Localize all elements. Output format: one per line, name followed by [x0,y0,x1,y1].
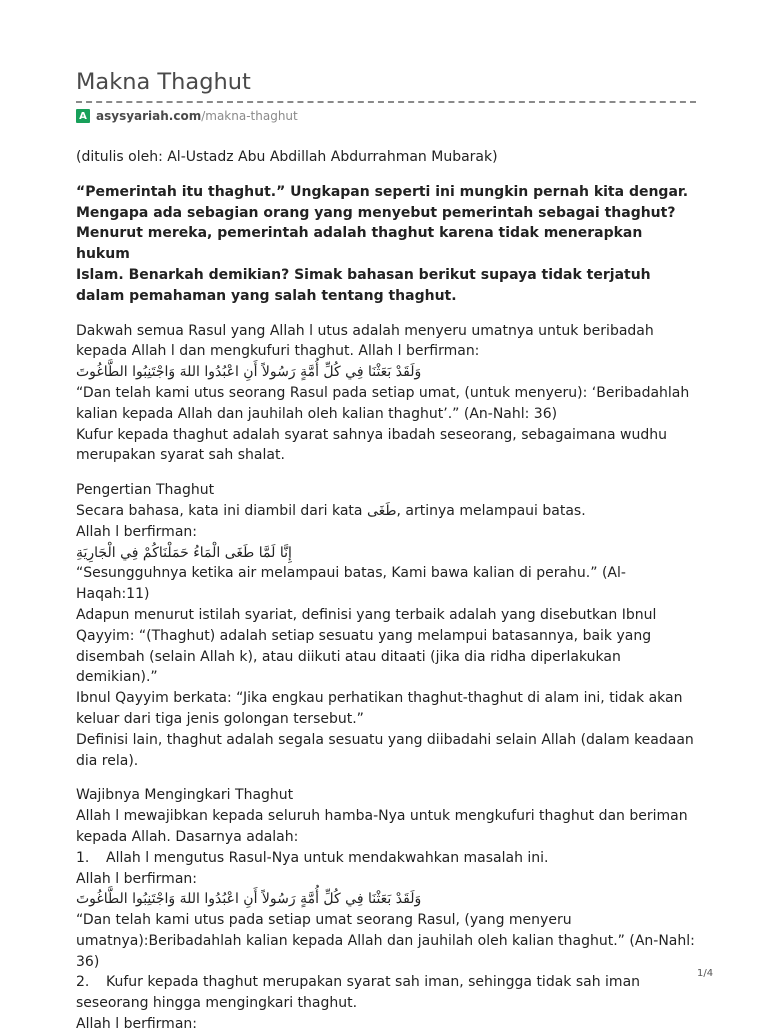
body-line: kepada Allah l dan mengkufuri thaghut. Allah l berfirman: [76,343,480,360]
section-wajib [76,785,696,1035]
source-path[interactable]: /makna-thaghut [201,109,298,123]
body-line: Kufur kepada thaghut adalah syarat sahnya ibadah seseorang, sebagaimana wudhu [76,426,668,443]
list-text: Allah l mengutus Rasul-Nya untuk mendakwahkan masalah ini. [106,849,549,866]
body-line: Allah l berfirman: [76,870,197,887]
body-line: 36) [76,953,100,970]
body-line: seseorang hingga mengingkari thaghut. [76,995,358,1012]
intro-line: “Pemerintah itu thaghut.” Ungkapan seperti ini mungkin pernah kita dengar. [76,183,689,200]
body-line: kalian kepada Allah dan jauhilah oleh kalian thaghut’.” (An-Nahl: 36) [76,405,558,422]
body-line: Allah l mewajibkan kepada seluruh hamba-Nya untuk mengkufuri thaghut dan beriman [76,808,688,825]
body-line: “Dan telah kami utus pada setiap umat seorang Rasul, (yang menyeru [76,912,572,929]
list-number: 2. [76,974,90,991]
body-line: Allah l berfirman: [76,1016,197,1033]
source-link[interactable] [76,107,696,125]
section-heading: Pengertian Thaghut [76,482,215,499]
body-line: umatnya):Beribadahlah kalian kepada Allah dan jauhilah oleh kalian thaghut.” (An-Nahl: [76,932,695,949]
body-line: keluar dari tiga jenis golongan tersebut.” [76,710,364,727]
body-line: Definisi lain, thaghut adalah segala sesuatu yang diibadahi selain Allah (dalam keadaan [76,731,694,748]
body-line: Allah l berfirman: [76,523,197,540]
page-number: 1/4 [697,968,714,979]
list-item [76,972,696,993]
body-line: disembah (selain Allah k), atau diikuti atau ditaati (jika dia ridha diperlakukan demikian).” [76,648,621,686]
list-text: Kufur kepada thaghut merupakan syarat sah iman, sehingga tidak sah iman [106,974,641,991]
body-line: kepada Allah. Dasarnya adalah: [76,828,299,845]
list-item [76,848,696,869]
body-line: Qayyim: “(Thaghut) adalah setiap sesuatu yang melampui batasannya, baik yang [76,627,652,644]
byline: (ditulis oleh: Al-Ustadz Abu Abdillah Abdurrahman Mubarak) [76,149,498,165]
body-line: Ibnul Qayyim berkata: “Jika engkau perhatikan thaghut-thaghut di alam ini, tidak akan [76,690,683,707]
intro-line: Mengapa ada sebagian orang yang menyebut pemerintah sebagai thaghut? [76,204,676,221]
section-dakwah [76,321,696,467]
body-line: “Sesungguhnya ketika air melampaui batas, Kami bawa kalian di perahu.” (Al-Haqah:11) [76,565,626,603]
arabic-verse: إِنَّا لَمَّا طَغَى الْمَاءُ حَمَلْنَاكُمْ فِي الْجَارِيَةِ [76,544,292,561]
intro-paragraph [76,182,696,307]
intro-line: Menurut mereka, pemerintah adalah thaghut karena tidak menerapkan hukum [76,225,643,263]
body-line: “Dan telah kami utus seorang Rasul pada setiap umat, (untuk menyeru): ‘Beribadahlah [76,384,690,401]
section-pengertian [76,480,696,771]
site-logo-icon: A [76,109,90,123]
source-domain[interactable]: asysyariah.com [96,109,202,123]
section-heading: Wajibnya Mengingkari Thaghut [76,787,294,804]
body-line: merupakan syarat sah shalat. [76,447,285,464]
list-number: 1. [76,849,90,866]
intro-line: Islam. Benarkah demikian? Simak bahasan berikut supaya tidak terjatuh [76,266,651,283]
page-title: Makna Thaghut [76,69,251,95]
intro-line: dalam pemahaman yang salah tentang thaghut. [76,287,457,304]
document-page [76,68,696,1035]
body-line: Dakwah semua Rasul yang Allah l utus adalah menyeru umatnya untuk beribadah [76,322,654,339]
body-line: dia rela). [76,752,139,769]
body-line: Adapun menurut istilah syariat, definisi yang terbaik adalah yang disebutkan Ibnul [76,606,657,623]
arabic-verse: وَلَقَدْ بَعَثْنَا فِي كُلِّ أُمَّةٍ رَسُولاً أَنِ اعْبُدُوا اللهَ وَاجْتَنِبُوا الطَّاغُوتَ [76,891,422,908]
arabic-verse: وَلَقَدْ بَعَثْنَا فِي كُلِّ أُمَّةٍ رَسُولاً أَنِ اعْبُدُوا اللهَ وَاجْتَنِبُوا الطَّاغُوتَ [76,364,422,381]
title-divider [76,101,696,103]
body-line: Secara bahasa, kata ini diambil dari kata طَغَى, artinya melampaui batas. [76,502,586,519]
